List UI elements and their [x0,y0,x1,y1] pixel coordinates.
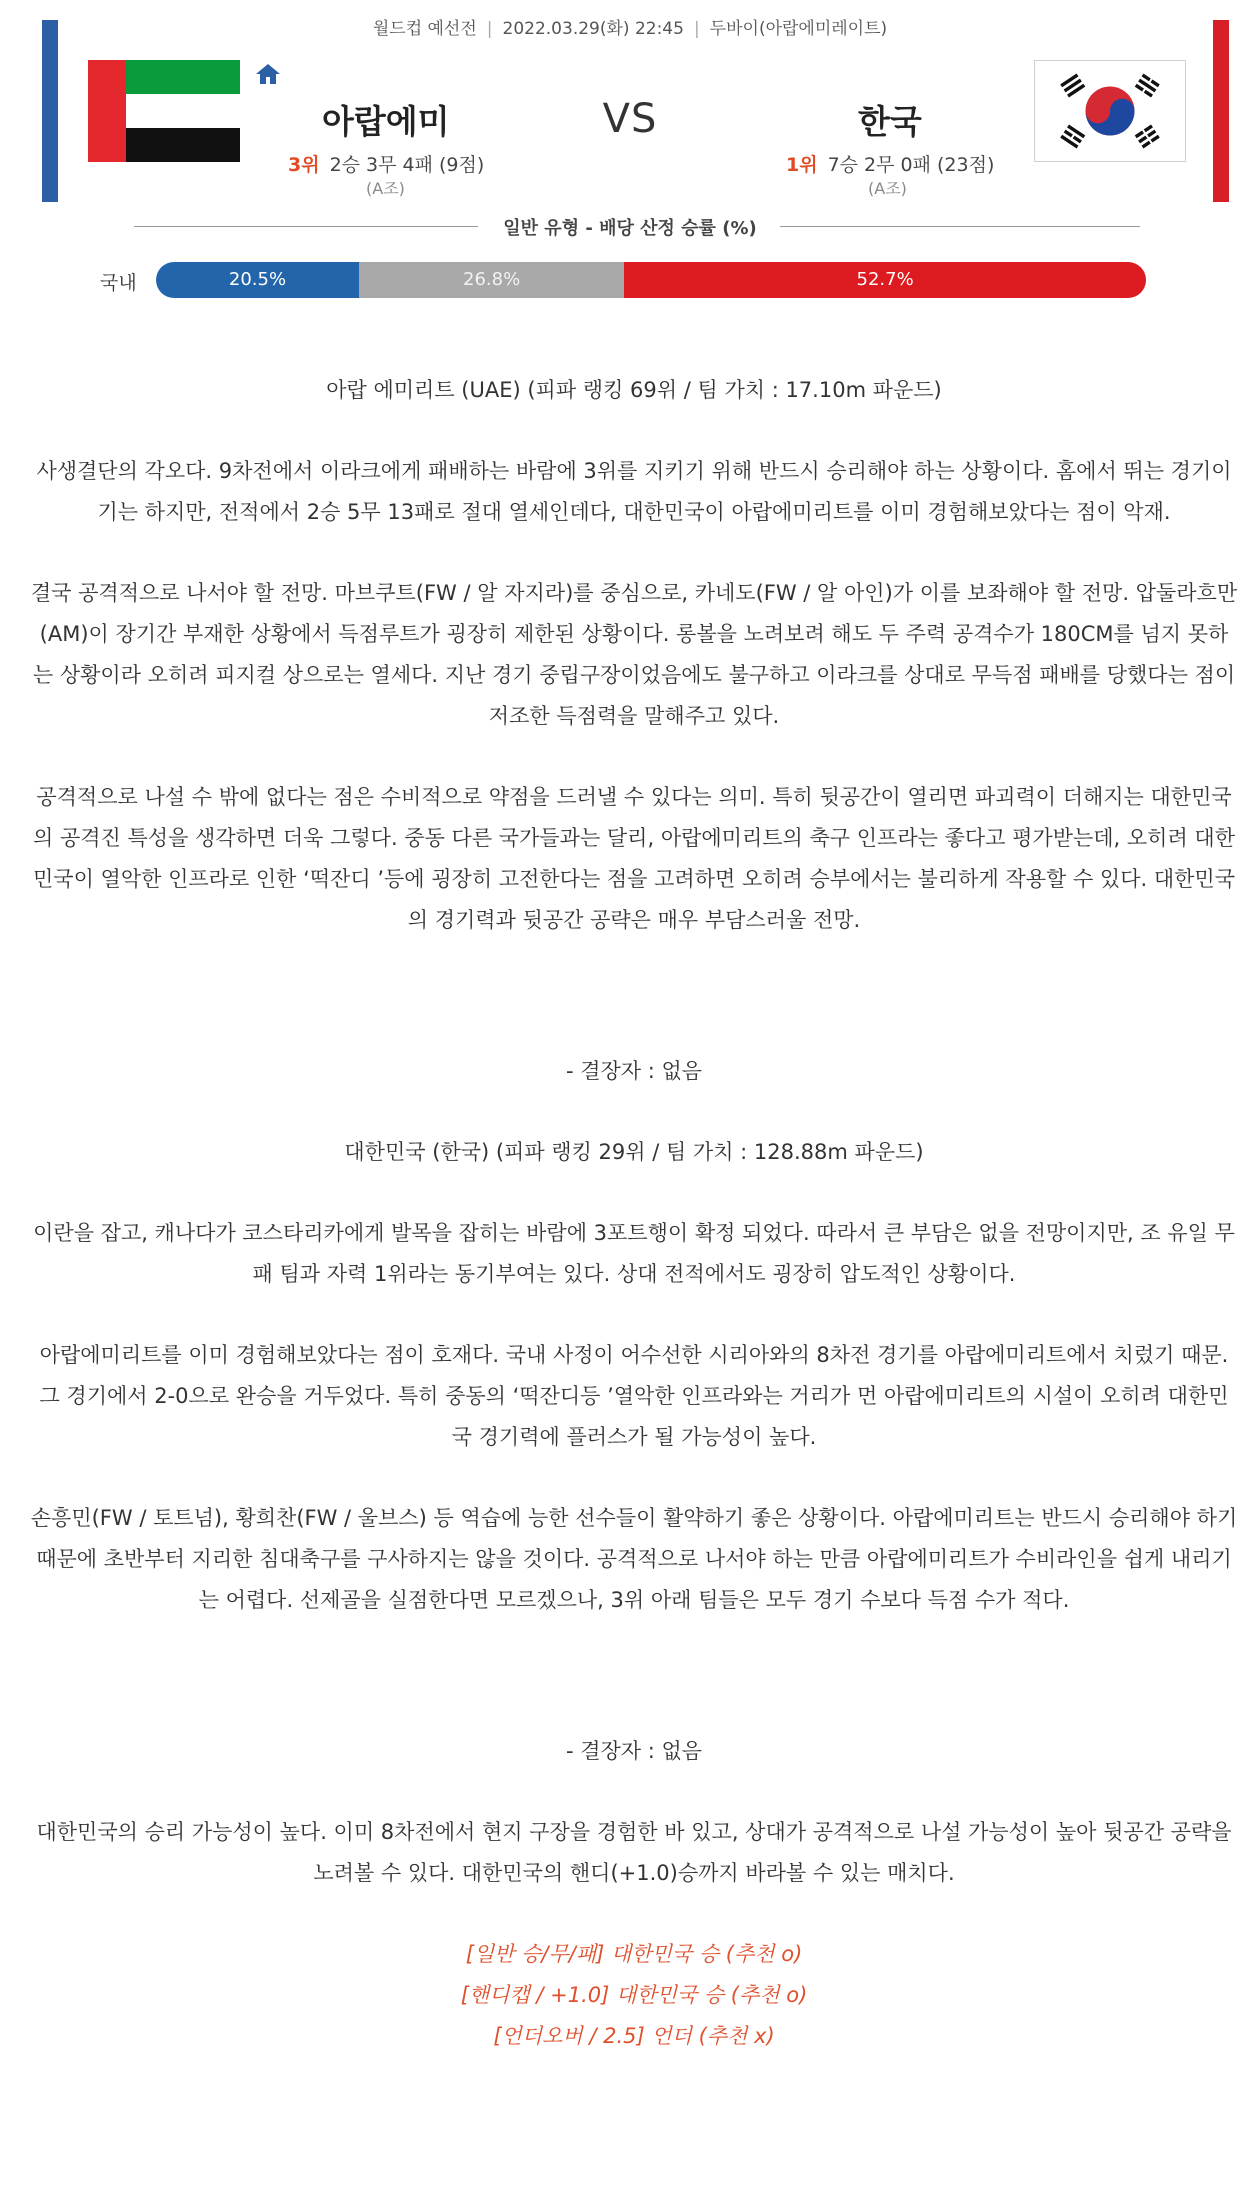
odds-lose-segment: 52.7% [624,262,1146,298]
home-team-header: 아랍 에미리트 (UAE) (피파 랭킹 69위 / 팀 가치 : 17.10m 파운드) [326,378,942,402]
vs-label: VS [602,96,658,142]
match-datetime: 2022.03.29(화) 22:45 [502,19,684,39]
competition: 월드컵 예선전 [372,19,477,39]
away-team-header: 대한민국 (한국) (피파 랭킹 29위 / 팀 가치 : 128.88m 파운드) [344,1140,924,1164]
home-paragraph-1: 사생결단의 각오다. 9차전에서 이라크에게 패배하는 바람에 3위를 지키기 위해 반드시 승리해야 하는 상황이다. 홈에서 뛰는 경기이기는 하지만, 전적에서 2승 5무 13패로 절대 열세인데다, 대한민국이 아랍에미리트를 이미 경험해보았다는 점이 악재. [36,459,1232,524]
recommendation-item: [핸디캡 / +1.0] 대한민국 승 (추천 o) [460,1983,808,2007]
home-absentees: - 결장자 : 없음 [565,1059,703,1083]
odds-draw-segment: 26.8% [359,262,624,298]
article-body [30,370,1238,2057]
odds-divider-right [780,226,1140,227]
match-meta: 월드컵 예선전 | 2022.03.29(화) 22:45 | 두바이(아랍에미레이트) [372,19,888,39]
home-group: (A조) [366,179,405,198]
home-record-text: 2승 3무 4패 (9점) [329,154,485,176]
home-team-name: 아랍에미 [322,102,450,141]
recommendation-item: [일반 승/무/패] 대한민국 승 (추천 o) [465,1942,803,1966]
home-icon [254,62,282,86]
away-paragraph-2: 아랍에미리트를 이미 경험해보았다는 점이 호재다. 국내 사정이 어수선한 시리아와의 8차전 경기를 아랍에미리트에서 치렀기 때문. 그 경기에서 2-0으로 완승을 거두었다. 특히 중동의 ‘떡잔디등 ’열악한 인프라와는 거리가 먼 아랍에미리트의 시설이 오히려 대한민국 경기력에 플러스가 될 가능성이 높다. [39,1343,1229,1449]
away-group: (A조) [868,179,907,198]
home-paragraph-3: 공격적으로 나설 수 밖에 없다는 점은 수비적으로 약점을 드러낼 수 있다는 의미. 특히 뒷공간이 열리면 파괴력이 더해지는 대한민국의 공격진 특성을 생각하면 더욱 그렇다. 중동 다른 국가들과는 달리, 아랍에미리트의 축구 인프라는 좋다고 평가받는데, 오히려 대한민국이 열악한 인프라로 인한 ‘떡잔디 ’등에 굉장히 고전한다는 점을 고려하면 오히려 승부에서는 불리하게 작용할 수 있다. 대한민국의 경기력과 뒷공간 공략은 매우 부담스러울 전망. [33,785,1235,932]
away-rank: 1위 [786,154,818,176]
away-team-name: 한국 [858,102,922,141]
recommendation-item: [언더오버 / 2.5] 언더 (추천 x) [493,2024,775,2048]
korea-flag-icon [1034,60,1186,162]
home-record [288,150,484,177]
home-rank: 3위 [288,154,320,176]
away-absentees: - 결장자 : 없음 [565,1739,703,1763]
home-paragraph-2: 결국 공격적으로 나서야 할 전망. 마브쿠트(FW / 알 자지라)를 중심으로, 카네도(FW / 알 아인)가 이를 보좌해야 할 전망. 압둘라흐만(AM)이 장기간 부재한 상황에서 득점루트가 굉장히 제한된 상황이다. 롱볼을 노려보려 해도 두 주력 공격수가 180CM를 넘지 못하는 상황이라 오히려 피지컬 상으로는 열세다. 지난 경기 중립구장이었음에도 불구하고 이라크를 상대로 무득점 패배를 당했다는 점이 저조한 득점력을 말해주고 있다. [30,581,1238,728]
away-paragraph-3: 손흥민(FW / 토트넘), 황희찬(FW / 울브스) 등 역습에 능한 선수들이 활약하기 좋은 상황이다. 아랍에미리트는 반드시 승리해야 하기 때문에 초반부터 지리한 침대축구를 구사하지는 않을 것이다. 공격적으로 나서야 하는 만큼 아랍에미리트가 수비라인을 쉽게 내리기는 어렵다. 선제골을 실점한다면 모르겠으나, 3위 아래 팀들은 모두 경기 수보다 득점 수가 적다. [30,1506,1238,1612]
away-record-text: 7승 2무 0패 (23점) [827,154,995,176]
odds-win-segment: 20.5% [156,262,359,298]
odds-bar [156,262,1146,298]
away-paragraph-1: 이란을 잡고, 캐나다가 코스타리카에게 발목을 잡히는 바람에 3포트행이 확정 되었다. 따라서 큰 부담은 없을 전망이지만, 조 유일 무패 팀과 자력 1위라는 동기부여는 있다. 상대 전적에서도 굉장히 압도적인 상황이다. [33,1221,1235,1286]
conclusion: 대한민국의 승리 가능성이 높다. 이미 8차전에서 현지 구장을 경험한 바 있고, 상대가 공격적으로 나설 가능성이 높아 뒷공간 공략을 노려볼 수 있다. 대한민국의 핸디(+1.0)승까지 바라볼 수 있는 매치다. [36,1820,1232,1885]
match-venue: 두바이(아랍에미레이트) [709,19,888,39]
away-record [786,150,994,177]
odds-label: 국내 [100,272,137,294]
odds-title: 일반 유형 - 배당 산정 승률 (%) [503,218,757,239]
